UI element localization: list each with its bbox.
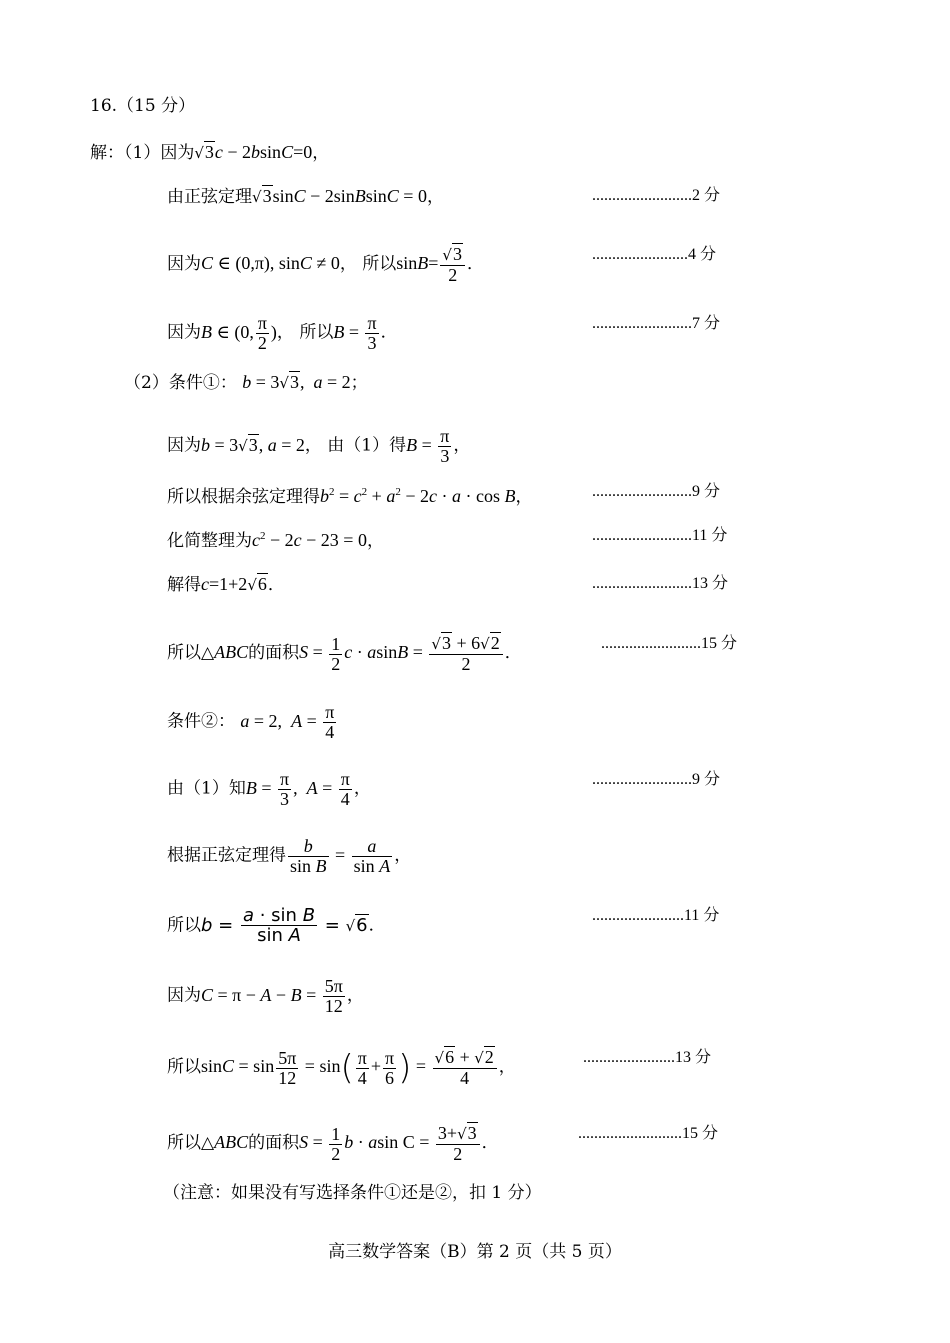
score-marker: .........................11 分: [592, 527, 728, 544]
formula: $c^2 - 2c - 23 = 0$: [252, 530, 367, 550]
formula: B = $\frac{\pi}{3}$: [406, 426, 450, 466]
solution-label: 解：: [90, 143, 124, 163]
part1-step2: 由正弦定理√3sinC − 2sinBsinC = 0，: [167, 186, 444, 207]
formula: C ∈ (0,π), sinC ≠ 0: [201, 253, 340, 274]
cond2-step2: 根据正弦定理得 $\frac{b}{\text{sin B}}$ = $\frac{a}{\text{sin A}}$ ，: [167, 836, 412, 876]
cond2-step3: 所以b = $\frac{\text{a · sin B}}{\text{sin A}}$ = √6．: [167, 905, 386, 946]
score-marker: .........................7 分: [592, 315, 721, 332]
formula: √3sinC − 2sinBsinC = 0: [252, 186, 427, 206]
score-marker: .........................13 分: [592, 575, 729, 592]
formula: B = $\frac{\pi}{3}$ , A = $\frac{\pi}{4}$: [245, 769, 350, 809]
cond1-step2: 所以根据余弦定理得$b^2 = c^2 + a^2 - 2c \cdot a \cdot \cos B$，: [167, 486, 533, 507]
problem-header: [90, 96, 195, 116]
formula: S = $\frac{1}{2}$ b · asin C = $\frac{3+√3}{2}$: [299, 1132, 482, 1152]
formula: $b^2 = c^2 + a^2 - 2c \cdot a \cdot \cos B$: [320, 486, 516, 506]
formula: C = π − A − B = $\frac{5\pi}{12}$: [201, 976, 343, 1016]
cond2-step6: 所以△ABC的面积S = $\frac{1}{2}$ b · asin C = $\frac{3+√3}{2}$ ．: [167, 1123, 499, 1164]
formula: S = $\frac{1}{2}$ c · asinB = $\frac{√3 + 6√2}{2}$: [299, 642, 505, 662]
formula: sinC = sin $\frac{5\pi}{12}$ = sin( $\frac{\pi}{4}$ + $\frac{\pi}{6}$ ) = $\frac{√6 + √2}{4}$: [201, 1056, 499, 1076]
score-marker: .........................9 分: [592, 483, 721, 500]
problem-points: （15 分）: [117, 96, 196, 116]
cond1-step4: 解得c=1+2√6．: [167, 574, 285, 595]
cond2-step4: 因为C = π − A − B = $\frac{5\pi}{12}$ ，: [167, 976, 364, 1016]
score-marker: .........................9 分: [592, 771, 721, 788]
formula: √3c − 2bsinC=0: [194, 142, 313, 162]
cond2-step1: 由（1）知B = $\frac{\pi}{3}$ , A = $\frac{\pi}{4}$ ，: [167, 769, 371, 809]
formula: $\frac{b}{\text{sin B}}$ = $\frac{a}{\text{sin A}}$: [290, 836, 391, 876]
formula: sinB= $\frac{√3}{2}$: [396, 253, 467, 273]
score-marker: .......................11 分: [592, 907, 720, 924]
score-marker: ........................4 分: [592, 246, 717, 263]
score-marker: .........................2 分: [592, 187, 721, 204]
problem-number: 16.: [90, 96, 118, 116]
formula: c=1+2√6: [201, 574, 267, 594]
part1-step4: 因为B ∈ (0, $\frac{\pi}{2}$ )， 所以B = $\frac{\pi}{3}$ ．: [167, 313, 398, 353]
page-footer: 高三数学答案（B）第 2 页（共 5 页）: [328, 1242, 622, 1262]
cond2-step5: 所以sinC = sin $\frac{5\pi}{12}$ = sin( $\frac{\pi}{4}$ + $\frac{\pi}{6}$ ) = $\frac{√6 + √2}{4}$ ，: [167, 1047, 516, 1088]
formula: B ∈ (0, $\frac{\pi}{2}$ ): [201, 313, 277, 353]
cond1-step1: 因为b = 3√3, a = 2， 由（1）得B = $\frac{\pi}{3}$ ，: [167, 426, 471, 466]
formula: b = 3√3, a = 2: [201, 434, 305, 455]
score-marker: .........................15 分: [601, 635, 738, 652]
part1-label: （1）: [124, 143, 161, 163]
part1-step1: 解：（1）因为√3c − 2bsinC=0，: [90, 142, 330, 163]
deduction-note: （注意：如果没有写选择条件①还是②，扣 1 分）: [163, 1183, 542, 1203]
cond1-step5: 所以△ABC的面积S = $\frac{1}{2}$ c · asinB = $\frac{√3 + 6√2}{2}$ ．: [167, 633, 522, 674]
formula: b = 3√3, a = 2: [242, 372, 351, 392]
part2-cond1-title: （2）条件①： b = 3√3, a = 2；: [124, 372, 368, 393]
formula: b = $\frac{\text{a · sin B}}{\text{sin A}}$ = √6: [201, 905, 368, 946]
score-marker: ..........................15 分: [578, 1125, 719, 1142]
cond1-step3: 化简整理为$c^2 - 2c - 23 = 0$，: [167, 530, 384, 551]
formula: B = $\frac{\pi}{3}$: [333, 313, 377, 353]
score-marker: .......................13 分: [583, 1049, 712, 1066]
formula: a = 2, A = $\frac{\pi}{4}$: [240, 702, 335, 742]
part1-step3: 因为C ∈ (0,π), sinC ≠ 0， 所以sinB= $\frac{√3}{2}$ ．: [167, 244, 484, 285]
part2-label: （2）: [124, 373, 169, 393]
part2-cond2-title: 条件②： a = 2, A = $\frac{\pi}{4}$: [167, 703, 338, 742]
